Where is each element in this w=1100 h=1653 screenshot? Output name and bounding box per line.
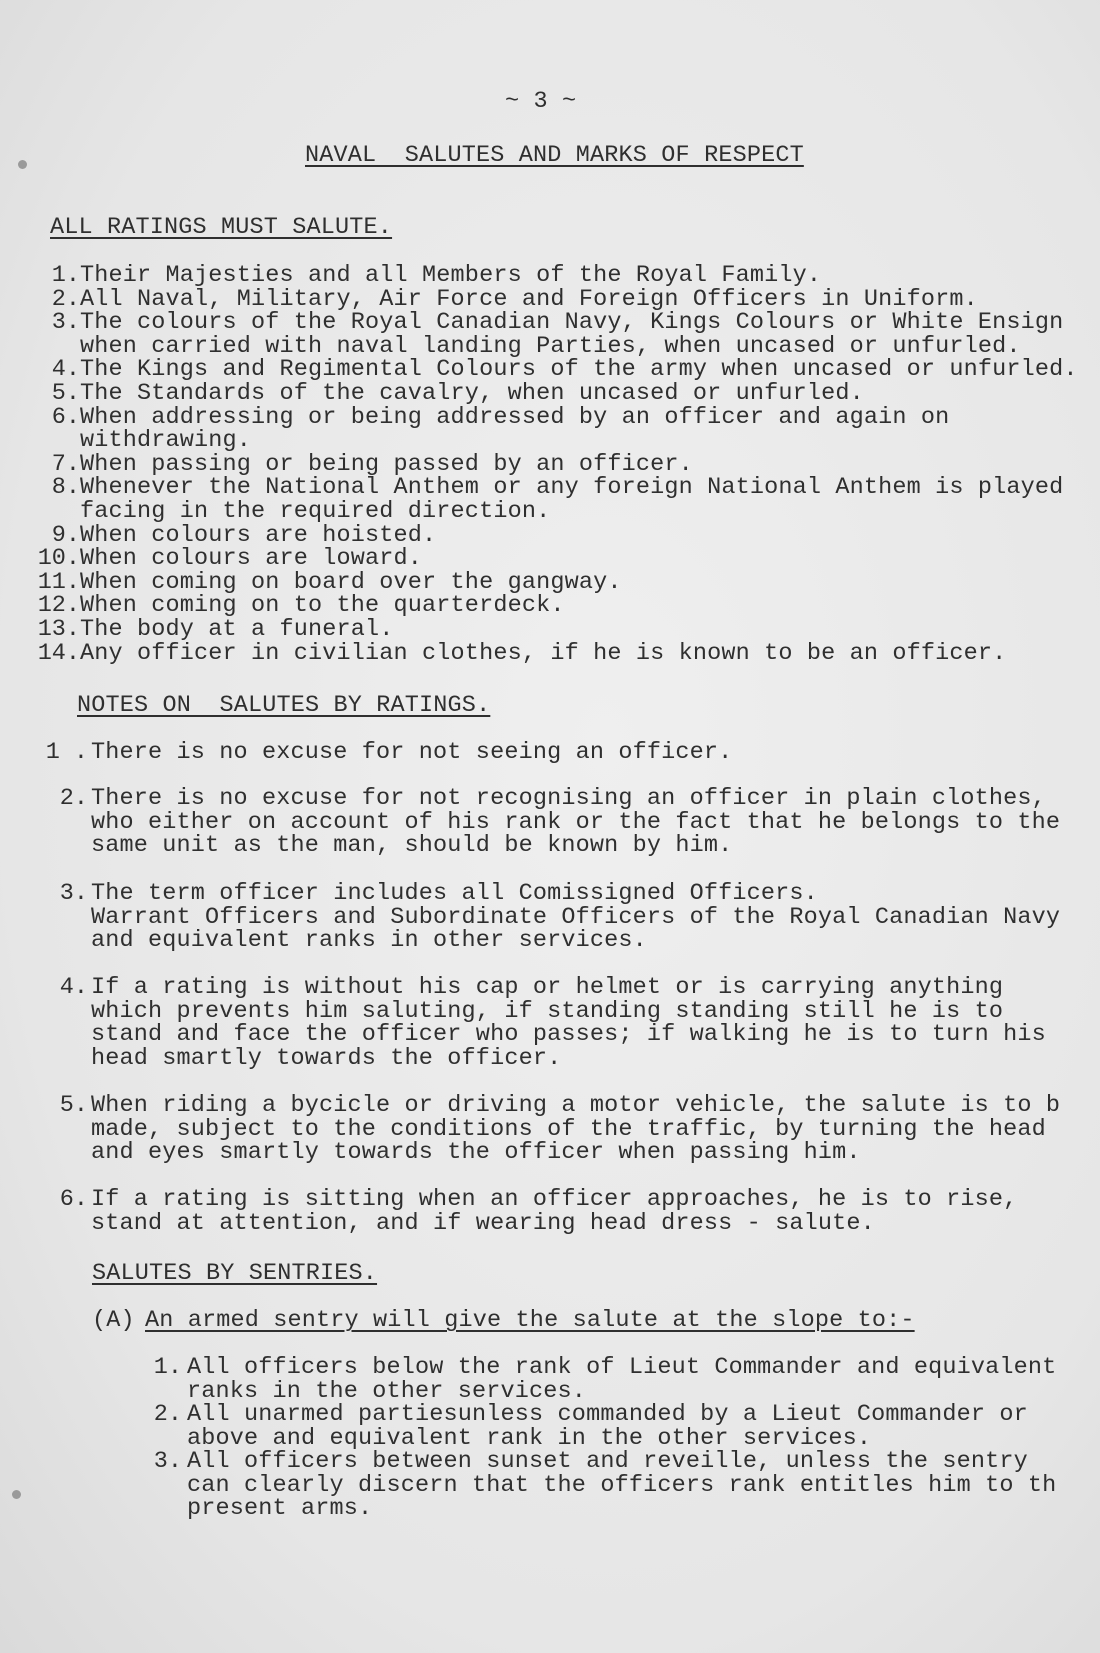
section3-subheading: An armed sentry will give the salute at the slope to:- xyxy=(145,1307,915,1334)
list-item-number: 3. xyxy=(153,1448,182,1475)
list-item-number: 5. xyxy=(51,380,80,407)
list-item-number: 2. xyxy=(51,285,80,313)
list-item-text: above and equivalent rank in the other services. xyxy=(187,1424,872,1452)
list-item-text: The term officer includes all Comissigned Officers. xyxy=(91,880,818,907)
list-item-text: withdrawing. xyxy=(80,427,252,455)
list-item-text: All officers between sunset and reveille, unless the sentry xyxy=(187,1448,1028,1475)
list-item-text: When colours are loward. xyxy=(80,545,423,573)
list-item-number: 9. xyxy=(51,521,80,549)
list-item-text: present arms. xyxy=(187,1495,373,1522)
list-item-number: 4. xyxy=(59,974,88,1001)
list-item-number: 2. xyxy=(153,1401,182,1428)
list-item-text: The colours of the Royal Canadian Navy, Kings Colours or White Ensign xyxy=(80,309,1064,337)
section1-heading: ALL RATINGS MUST SALUTE. xyxy=(50,214,393,241)
section2-heading: NOTES ON SALUTES BY RATINGS. xyxy=(77,692,491,719)
list-item-text: If a rating is sitting when an officer approaches, he is to rise, xyxy=(91,1186,1018,1213)
list-item-text: All Naval, Military, Air Force and Foreign Officers in Uniform. xyxy=(80,285,978,313)
list-item-text: When riding a bycicle or driving a motor vehicle, the salute is to b xyxy=(91,1092,1061,1119)
list-item-number: 6. xyxy=(59,1186,88,1213)
list-item-number: 14. xyxy=(37,639,80,667)
list-item-text: All unarmed partiesunless commanded by a Lieut Commander or xyxy=(187,1401,1028,1428)
list-item-number: 2. xyxy=(59,785,88,812)
list-item-text: facing in the required direction. xyxy=(80,498,551,525)
list-item-text: same unit as the man, should be known by him. xyxy=(91,832,733,859)
list-item-text: When passing or being passed by an officer. xyxy=(80,450,693,478)
list-item-number: 5. xyxy=(59,1092,88,1119)
list-item-text: and eyes smartly towards the officer when passing him. xyxy=(91,1139,861,1166)
list-item-text: stand and face the officer who passes; if walking he is to turn his xyxy=(91,1021,1046,1048)
page-number: ~ 3 ~ xyxy=(505,88,577,115)
list-item-text: ranks in the other services. xyxy=(187,1377,587,1405)
list-item-text: made, subject to the conditions of the traffic, by turning the head xyxy=(91,1115,1046,1143)
list-item-text: Whenever the National Anthem or any foreign National Anthem is played xyxy=(80,474,1064,502)
list-item-text: Any officer in civilian clothes, if he is known to be an officer. xyxy=(80,639,1007,667)
punch-hole xyxy=(12,1490,21,1499)
list-item-text: There is no excuse for not recognising an officer in plain clothes, xyxy=(91,785,1046,812)
punch-hole xyxy=(18,160,27,169)
list-item-text: When coming on board over the gangway. xyxy=(80,568,622,596)
list-item-text: when carried with naval landing Parties, when uncased or unfurled. xyxy=(80,332,1021,360)
list-item-number: 3. xyxy=(59,880,88,907)
list-item-text: When addressing or being addressed by an officer and again on xyxy=(80,403,950,431)
list-item-text: can clearly discern that the officers rank entitles him to th xyxy=(187,1471,1057,1499)
list-item-number: 8. xyxy=(51,474,80,502)
list-item-number: 10. xyxy=(37,545,80,573)
list-item-number: 7. xyxy=(51,450,80,478)
list-item-text: All officers below the rank of Lieut Commander and equivalent xyxy=(187,1354,1057,1381)
list-item-text: The body at a funeral. xyxy=(80,616,394,643)
list-item-text: The Standards of the cavalry, when uncased or unfurled. xyxy=(80,380,864,407)
list-item-number: 3. xyxy=(51,309,80,337)
list-item-text: which prevents him saluting, if standing standing still he is to xyxy=(91,997,1004,1025)
list-item-text: Their Majesties and all Members of the Royal Family. xyxy=(80,262,822,289)
list-item-number: 1. xyxy=(153,1354,182,1381)
list-item-text: There is no excuse for not seeing an officer. xyxy=(91,739,733,766)
list-item-number: 1. xyxy=(51,262,80,289)
list-item-number: 12. xyxy=(37,592,80,620)
list-item-number: 1 . xyxy=(45,739,88,766)
list-item-text: head smartly towards the officer. xyxy=(91,1044,562,1072)
subheading-marker: (A) xyxy=(92,1307,135,1334)
list-item-text: When colours are hoisted. xyxy=(80,521,437,549)
list-item-text: and equivalent ranks in other services. xyxy=(91,927,647,954)
list-item-text: stand at attention, and if wearing head dress - salute. xyxy=(91,1209,875,1237)
list-item-number: 13. xyxy=(37,616,80,643)
list-item-text: Warrant Officers and Subordinate Officers of the Royal Canadian Navy xyxy=(91,903,1061,931)
document-title: NAVAL SALUTES AND MARKS OF RESPECT xyxy=(305,142,804,169)
list-item-number: 4. xyxy=(51,356,80,384)
list-item-number: 11. xyxy=(37,568,80,596)
list-item-text: who either on account of his rank or the fact that he belongs to the xyxy=(91,808,1061,836)
list-item-text: The Kings and Regimental Colours of the army when uncased or unfurled. xyxy=(80,356,1078,384)
list-item-number: 6. xyxy=(51,403,80,431)
list-item-text: If a rating is without his cap or helmet or is carrying anything xyxy=(91,974,1004,1001)
section3-heading: SALUTES BY SENTRIES. xyxy=(92,1260,378,1287)
list-item-text: When coming on to the quarterdeck. xyxy=(80,592,565,620)
